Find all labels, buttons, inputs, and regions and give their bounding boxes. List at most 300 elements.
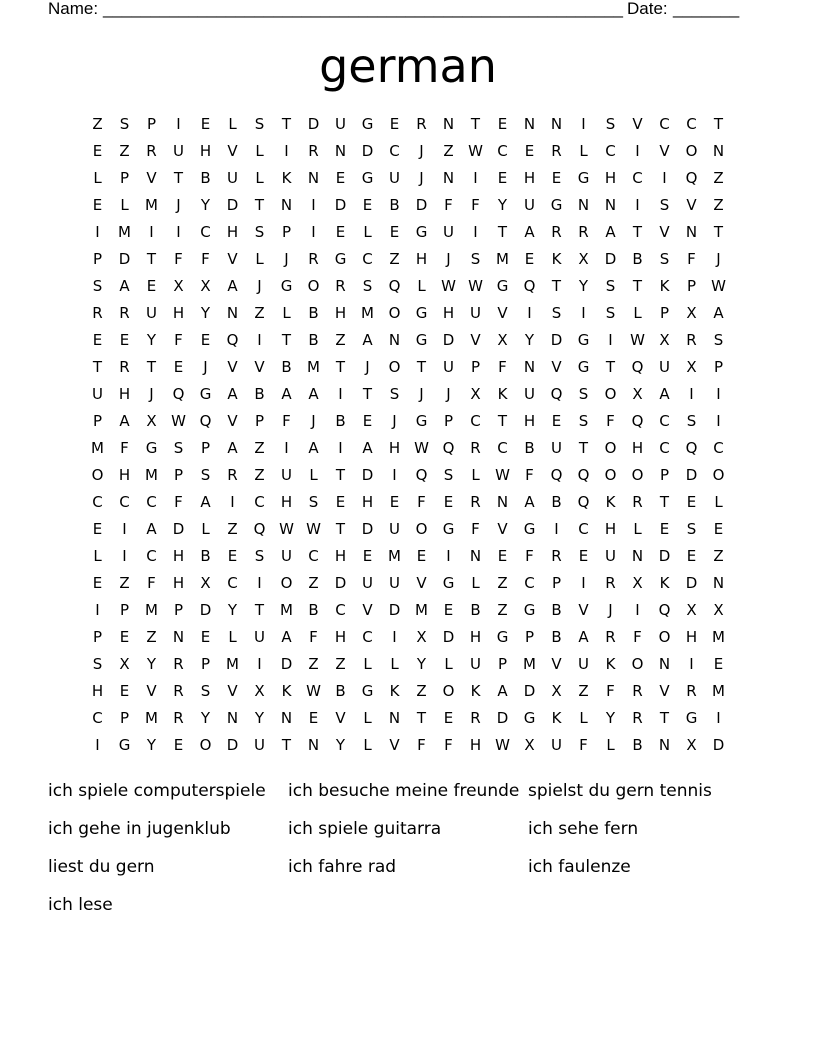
grid-letter: E (92, 331, 103, 349)
grid-letter: R (470, 493, 481, 511)
grid-letter: Q (253, 520, 266, 538)
grid-letter: Z (92, 115, 103, 133)
grid-letter: T (497, 412, 508, 430)
grid-letter: E (713, 655, 724, 673)
grid-letter: C (713, 439, 724, 457)
grid-letter: I (122, 520, 127, 538)
grid-letter: M (388, 547, 401, 565)
grid-letter: Q (442, 439, 455, 457)
grid-letter: C (497, 142, 508, 160)
grid-letter: G (577, 358, 590, 376)
grid-letter: N (658, 736, 671, 754)
grid-letter: R (146, 142, 157, 160)
grid-letter: X (713, 601, 724, 619)
grid-letter: P (497, 655, 508, 673)
grid-letter: V (659, 682, 670, 700)
grid-letter: N (577, 196, 590, 214)
grid-letter: V (227, 142, 238, 160)
grid-letter: I (662, 169, 667, 187)
word-list (48, 777, 768, 929)
grid-letter: H (361, 493, 374, 511)
grid-letter: R (551, 223, 562, 241)
grid-letter: I (473, 169, 478, 187)
grid-letter: L (606, 736, 615, 754)
grid-letter: S (173, 439, 184, 457)
grid-letter: U (389, 574, 400, 592)
grid-letter: X (146, 412, 157, 430)
grid-letter: R (605, 574, 616, 592)
grid-letter: L (228, 115, 237, 133)
grid-letter: D (199, 601, 212, 619)
grid-letter: B (551, 601, 562, 619)
grid-letter: U (659, 358, 670, 376)
grid-letter: I (554, 520, 559, 538)
grid-letter: I (446, 547, 451, 565)
grid-letter: F (174, 331, 183, 349)
grid-letter: H (199, 142, 212, 160)
grid-letter: C (632, 169, 643, 187)
grid-letter: F (444, 736, 453, 754)
grid-letter: Y (146, 655, 157, 673)
grid-letter: T (146, 250, 157, 268)
grid-letter: U (92, 385, 103, 403)
grid-letter: H (469, 628, 482, 646)
grid-letter: O (415, 520, 428, 538)
grid-letter: I (284, 439, 289, 457)
grid-letter: H (523, 412, 536, 430)
grid-letter: X (686, 736, 697, 754)
grid-letter: E (92, 574, 103, 592)
grid-letter: L (363, 736, 372, 754)
grid-letter: Z (227, 520, 238, 538)
grid-letter: A (200, 493, 211, 511)
grid-letter: H (334, 547, 347, 565)
grid-letter: H (226, 223, 239, 241)
grid-letter: H (604, 169, 617, 187)
grid-letter: C (146, 493, 157, 511)
grid-letter: C (362, 250, 373, 268)
grid-letter: N (388, 709, 401, 727)
date-label: Date: (627, 0, 668, 18)
grid-letter: U (227, 169, 238, 187)
grid-letter: C (92, 493, 103, 511)
grid-letter: H (280, 493, 293, 511)
grid-letter: R (227, 466, 238, 484)
grid-letter: R (416, 115, 427, 133)
grid-letter: E (497, 169, 508, 187)
grid-letter: R (632, 682, 643, 700)
grid-letter: S (200, 466, 211, 484)
grid-letter: M (280, 601, 293, 619)
grid-letter: E (200, 331, 211, 349)
grid-letter: F (444, 196, 453, 214)
grid-letter: S (713, 331, 724, 349)
grid-letter: D (334, 196, 347, 214)
grid-letter: T (497, 223, 508, 241)
grid-letter: B (470, 601, 481, 619)
grid-letter: L (228, 628, 237, 646)
grid-letter: S (659, 196, 670, 214)
grid-letter: I (635, 142, 640, 160)
grid-letter: J (365, 358, 370, 376)
grid-letter: R (551, 547, 562, 565)
grid-letter: U (470, 304, 481, 322)
grid-letter: G (334, 250, 347, 268)
grid-letter: B (281, 358, 292, 376)
grid-letter: F (174, 493, 183, 511)
grid-letter: A (362, 331, 373, 349)
grid-letter: R (470, 439, 481, 457)
grid-letter: T (659, 493, 670, 511)
grid-letter: D (442, 331, 455, 349)
grid-letter: F (201, 250, 210, 268)
grid-letter: M (712, 628, 725, 646)
grid-letter: E (335, 493, 346, 511)
grid-letter: I (176, 115, 181, 133)
grid-letter: F (525, 547, 534, 565)
grid-letter: F (525, 466, 534, 484)
grid-letter: S (686, 520, 697, 538)
grid-letter: J (716, 250, 721, 268)
grid-letter: I (284, 142, 289, 160)
grid-letter: H (172, 547, 185, 565)
grid-letter: V (227, 682, 238, 700)
grid-letter: M (145, 601, 158, 619)
grid-letter: G (523, 709, 536, 727)
grid-letter: V (632, 115, 643, 133)
grid-letter: G (361, 169, 374, 187)
grid-letter: E (92, 196, 103, 214)
grid-letter: N (712, 574, 725, 592)
grid-letter: Q (415, 466, 428, 484)
grid-letter: A (524, 493, 535, 511)
grid-letter: Q (172, 385, 185, 403)
grid-letter: E (173, 736, 184, 754)
grid-letter: M (145, 709, 158, 727)
grid-letter: U (578, 655, 589, 673)
header-line (48, 0, 748, 20)
grid-letter: T (632, 223, 643, 241)
grid-letter: P (200, 655, 211, 673)
grid-letter: K (551, 709, 562, 727)
grid-letter: P (119, 709, 130, 727)
grid-letter: X (173, 277, 184, 295)
grid-letter: O (280, 574, 293, 592)
grid-letter: V (335, 709, 346, 727)
grid-letter: V (497, 520, 508, 538)
grid-letter: Y (335, 736, 346, 754)
grid-letter: E (416, 547, 427, 565)
grid-letter: C (659, 412, 670, 430)
grid-letter: Y (416, 655, 427, 673)
grid-letter: C (200, 223, 211, 241)
grid-letter: C (497, 439, 508, 457)
grid-letter: U (524, 385, 535, 403)
grid-letter: E (524, 250, 535, 268)
grid-letter: J (203, 358, 208, 376)
grid-letter: N (496, 493, 509, 511)
grid-letter: X (497, 331, 508, 349)
grid-letter: S (605, 304, 616, 322)
grid-letter: Z (119, 142, 130, 160)
grid-letter: B (308, 304, 319, 322)
grid-letter: D (685, 466, 698, 484)
grid-letter: E (713, 520, 724, 538)
grid-letter: O (631, 655, 644, 673)
grid-letter: U (551, 439, 562, 457)
grid-letter: K (659, 574, 670, 592)
grid-letter: D (388, 601, 401, 619)
grid-letter: E (443, 493, 454, 511)
grid-letter: Z (443, 142, 454, 160)
grid-letter: H (388, 439, 401, 457)
grid-letter: Z (254, 304, 265, 322)
grid-letter: C (335, 601, 346, 619)
grid-letter: Z (308, 574, 319, 592)
grid-letter: X (200, 277, 211, 295)
grid-letter: W (171, 412, 186, 430)
grid-letter: L (390, 655, 399, 673)
grid-letter: R (578, 223, 589, 241)
grid-letter: I (608, 331, 613, 349)
grid-letter: L (363, 655, 372, 673)
grid-letter: G (496, 628, 509, 646)
grid-letter: H (91, 682, 104, 700)
grid-letter: R (308, 250, 319, 268)
grid-letter: H (334, 304, 347, 322)
grid-letter: U (362, 574, 373, 592)
page-title: german (319, 39, 497, 93)
grid-letter: A (227, 385, 238, 403)
grid-letter: Y (254, 709, 265, 727)
grid-letter: C (308, 547, 319, 565)
grid-letter: B (308, 331, 319, 349)
grid-letter: I (311, 196, 316, 214)
grid-letter: E (551, 169, 562, 187)
grid-letter: E (686, 547, 697, 565)
grid-letter: L (579, 709, 588, 727)
grid-letter: D (361, 520, 374, 538)
grid-letter: P (92, 412, 103, 430)
grid-letter: S (389, 385, 400, 403)
grid-letter: N (523, 358, 536, 376)
grid-letter: I (581, 304, 586, 322)
grid-letter: R (551, 142, 562, 160)
grid-letter: E (362, 196, 373, 214)
grid-letter: Y (200, 304, 211, 322)
grid-letter: P (254, 412, 265, 430)
grid-letter: D (712, 736, 725, 754)
grid-letter: G (415, 331, 428, 349)
grid-letter: L (633, 304, 642, 322)
grid-letter: C (578, 520, 589, 538)
grid-letter: N (712, 142, 725, 160)
grid-letter: B (200, 547, 211, 565)
grid-letter: A (227, 277, 238, 295)
grid-letter: A (119, 412, 130, 430)
grid-letter: O (685, 142, 698, 160)
grid-letter: O (712, 466, 725, 484)
grid-letter: T (173, 169, 184, 187)
grid-letter: G (685, 709, 698, 727)
grid-letter: Z (497, 574, 508, 592)
grid-letter: S (200, 682, 211, 700)
grid-letter: D (442, 628, 455, 646)
grid-letter: W (468, 277, 483, 295)
grid-letter: R (119, 304, 130, 322)
grid-letter: O (388, 358, 401, 376)
grid-letter: I (635, 601, 640, 619)
grid-letter: F (687, 250, 696, 268)
grid-letter: X (578, 250, 589, 268)
grid-letter: M (226, 655, 239, 673)
grid-letter: L (255, 169, 264, 187)
grid-letter: D (226, 196, 239, 214)
grid-letter: S (551, 304, 562, 322)
grid-letter: I (149, 223, 154, 241)
grid-letter: F (174, 250, 183, 268)
grid-letter: X (686, 358, 697, 376)
grid-letter: H (415, 250, 428, 268)
grid-letter: W (441, 277, 456, 295)
grid-letter: X (119, 655, 130, 673)
grid-letter: F (120, 439, 129, 457)
grid-letter: V (497, 304, 508, 322)
grid-letter: V (470, 331, 481, 349)
grid-letter: V (254, 358, 265, 376)
grid-letter: I (392, 628, 397, 646)
grid-letter: A (119, 277, 130, 295)
grid-letter: W (711, 277, 726, 295)
grid-letter: E (389, 223, 400, 241)
grid-letter: L (282, 304, 291, 322)
grid-letter: W (495, 736, 510, 754)
grid-letter: Q (388, 277, 401, 295)
grid-letter: J (284, 250, 289, 268)
grid-letter: G (361, 115, 374, 133)
grid-letter: R (605, 628, 616, 646)
grid-letter: G (199, 385, 212, 403)
grid-letter: D (685, 574, 698, 592)
grid-letter: V (362, 601, 373, 619)
grid-letter: E (578, 547, 589, 565)
grid-letter: E (200, 628, 211, 646)
grid-letter: P (524, 628, 535, 646)
grid-letter: H (118, 466, 131, 484)
grid-letter: G (442, 520, 455, 538)
grid-letter: S (254, 223, 265, 241)
grid-letter: N (226, 709, 239, 727)
grid-letter: V (227, 250, 238, 268)
grid-letter: R (92, 304, 103, 322)
grid-letter: S (605, 115, 616, 133)
grid-letter: W (414, 439, 429, 457)
grid-letter: L (255, 250, 264, 268)
grid-letter: A (497, 682, 508, 700)
grid-letter: L (417, 277, 426, 295)
grid-letter: E (659, 520, 670, 538)
grid-letter: K (659, 277, 670, 295)
grid-letter: I (581, 574, 586, 592)
grid-letter: N (280, 709, 293, 727)
grid-letter: U (605, 547, 616, 565)
grid-letter: N (307, 736, 320, 754)
grid-letter: X (686, 601, 697, 619)
grid-letter: U (254, 628, 265, 646)
grid-letter: L (633, 520, 642, 538)
grid-letter: X (686, 304, 697, 322)
grid-letter: R (632, 709, 643, 727)
grid-letter: H (442, 304, 455, 322)
grid-letter: D (361, 142, 374, 160)
grid-letter: Q (658, 601, 671, 619)
grid-letter: H (118, 385, 131, 403)
grid-letter: S (605, 277, 616, 295)
grid-letter: H (172, 304, 185, 322)
grid-letter: C (362, 628, 373, 646)
grid-letter: Z (713, 547, 724, 565)
grid-letter: X (200, 574, 211, 592)
grid-letter: Q (550, 385, 563, 403)
grid-letter: G (361, 682, 374, 700)
grid-letter: A (227, 439, 238, 457)
grid-letter: F (498, 358, 507, 376)
word-list-item: ich gehe in jugenklub (48, 819, 231, 839)
grid-letter: H (523, 169, 536, 187)
grid-letter: Y (146, 736, 157, 754)
grid-letter: T (578, 439, 589, 457)
grid-letter: O (91, 466, 104, 484)
grid-letter: L (714, 493, 723, 511)
grid-letter: V (686, 196, 697, 214)
grid-letter: Z (335, 655, 346, 673)
grid-letter: Y (200, 196, 211, 214)
grid-letter: Z (254, 439, 265, 457)
grid-letter: L (309, 466, 318, 484)
grid-letter: B (632, 250, 643, 268)
grid-letter: L (363, 709, 372, 727)
grid-letter: A (308, 439, 319, 457)
grid-letter: X (632, 385, 643, 403)
grid-letter: K (389, 682, 400, 700)
grid-letter: T (92, 358, 103, 376)
grid-letter: C (227, 574, 238, 592)
grid-letter: D (658, 547, 671, 565)
grid-letter: O (604, 466, 617, 484)
grid-letter: D (226, 736, 239, 754)
grid-letter: Y (605, 709, 616, 727)
grid-letter: B (335, 412, 346, 430)
grid-letter: E (389, 115, 400, 133)
grid-letter: E (524, 142, 535, 160)
grid-letter: O (442, 682, 455, 700)
grid-letter: C (524, 574, 535, 592)
grid-letter: M (145, 196, 158, 214)
grid-letter: C (92, 709, 103, 727)
grid-letter: P (119, 169, 130, 187)
grid-letter: F (471, 196, 480, 214)
grid-letter: U (173, 142, 184, 160)
grid-letter: I (716, 385, 721, 403)
grid-letter: O (631, 466, 644, 484)
grid-letter: N (604, 196, 617, 214)
grid-letter: E (389, 493, 400, 511)
grid-letter: D (415, 196, 428, 214)
grid-letter: D (280, 655, 293, 673)
grid-letter: J (608, 601, 613, 619)
grid-letter: N (469, 547, 482, 565)
grid-letter: T (281, 331, 292, 349)
